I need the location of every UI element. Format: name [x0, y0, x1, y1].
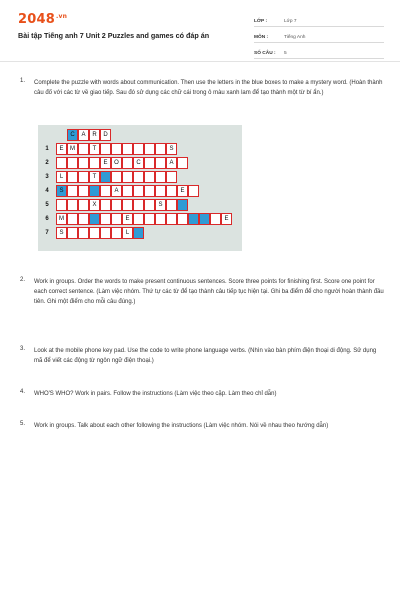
puzzle-row-number: 5 — [45, 202, 49, 208]
logo-main: 2048 — [18, 12, 55, 27]
puzzle-cell — [100, 171, 111, 183]
puzzle-cell — [89, 227, 100, 239]
puzzle-cell: S — [56, 227, 67, 239]
puzzle-cell — [89, 213, 100, 225]
puzzle-cell: L — [56, 171, 67, 183]
puzzle-cell — [177, 199, 188, 211]
puzzle-cell — [100, 199, 111, 211]
puzzle-cell — [133, 143, 144, 155]
puzzle-row-number: 6 — [45, 216, 49, 222]
question-4 — [18, 389, 384, 399]
meta-value: Lớp 7 — [284, 19, 297, 24]
puzzle-cell: D — [100, 129, 111, 141]
question-text: Look at the mobile phone key pad. Use the code to write phone language verbs. (Nhìn vào bàn phím điện thoại di động. Sử dụng mã để viết các động từ ngôn ngữ điện thoại.) — [34, 348, 377, 364]
puzzle-cell — [166, 171, 177, 183]
puzzle-cell — [155, 185, 166, 197]
puzzle-cell — [144, 143, 155, 155]
puzzle-cell: C — [67, 129, 78, 141]
puzzle-cell: O — [111, 157, 122, 169]
puzzle-cell — [67, 171, 78, 183]
puzzle-cell: T — [89, 143, 100, 155]
puzzle-cell: L — [122, 227, 133, 239]
puzzle-cell — [111, 143, 122, 155]
puzzle-cell: S — [166, 143, 177, 155]
puzzle-cell — [111, 213, 122, 225]
puzzle-cell — [155, 143, 166, 155]
puzzle-cell — [78, 143, 89, 155]
puzzle-cell — [210, 213, 221, 225]
crossword-puzzle-image — [38, 125, 242, 251]
puzzle-cell — [188, 213, 199, 225]
puzzle-cell — [144, 213, 155, 225]
puzzle-cell — [78, 227, 89, 239]
puzzle-cell — [67, 157, 78, 169]
puzzle-cell — [56, 199, 67, 211]
puzzle-cell — [78, 171, 89, 183]
puzzle-row-number: 3 — [45, 174, 49, 180]
document-meta — [254, 14, 384, 62]
puzzle-cell — [67, 185, 78, 197]
puzzle-cell — [100, 185, 111, 197]
puzzle-cell — [188, 185, 199, 197]
puzzle-cell — [133, 227, 144, 239]
puzzle-cell: E — [100, 157, 111, 169]
puzzle-cell — [122, 185, 133, 197]
puzzle-cell — [155, 171, 166, 183]
question-2 — [18, 277, 384, 307]
puzzle-cell — [177, 213, 188, 225]
puzzle-cell — [100, 143, 111, 155]
puzzle-row-number: 2 — [45, 160, 49, 166]
question-3 — [18, 346, 384, 366]
question-5 — [18, 421, 384, 431]
puzzle-cell — [166, 185, 177, 197]
puzzle-cell — [122, 171, 133, 183]
puzzle-cell — [133, 213, 144, 225]
meta-row-count — [254, 46, 384, 59]
puzzle-cell — [166, 199, 177, 211]
puzzle-cell — [78, 185, 89, 197]
puzzle-cell: M — [67, 143, 78, 155]
puzzle-cell: E — [177, 185, 188, 197]
puzzle-cell: S — [56, 185, 67, 197]
puzzle-cell — [78, 213, 89, 225]
puzzle-cell: E — [122, 213, 133, 225]
puzzle-cell — [199, 213, 210, 225]
puzzle-cell: E — [221, 213, 232, 225]
puzzle-cell — [89, 185, 100, 197]
puzzle-cell — [78, 157, 89, 169]
question-text: Complete the puzzle with words about communication. Then use the letters in the blue boxes to make a mystery word. (Hoàn thành câu đố với các từ về giao tiếp. Sau đó sử dụng các chữ cái trong ô màu xanh lam để tạo thành một từ bí ẩn.) — [34, 80, 383, 96]
puzzle-cell — [155, 157, 166, 169]
meta-key: SỐ CÂU : — [254, 51, 276, 56]
puzzle-cell — [133, 171, 144, 183]
puzzle-cell: E — [56, 143, 67, 155]
puzzle-cell: A — [78, 129, 89, 141]
question-text: Work in groups. Talk about each other following the instructions (Làm việc nhóm. Nói về nhau theo hướng dẫn) — [34, 423, 329, 429]
puzzle-cell — [100, 213, 111, 225]
page-header — [0, 0, 400, 62]
puzzle-cell: R — [89, 129, 100, 141]
question-number: 5. — [20, 421, 26, 427]
puzzle-cell — [122, 143, 133, 155]
puzzle-cell — [133, 185, 144, 197]
puzzle-cell: T — [89, 171, 100, 183]
puzzle-cell — [111, 199, 122, 211]
puzzle-cell: X — [89, 199, 100, 211]
question-number: 3. — [20, 346, 26, 352]
meta-key: MÔN : — [254, 35, 269, 40]
puzzle-cell — [67, 199, 78, 211]
puzzle-cell — [111, 227, 122, 239]
question-number: 2. — [20, 277, 26, 283]
puzzle-cell — [122, 157, 133, 169]
puzzle-cell — [177, 157, 188, 169]
puzzle-cell — [56, 129, 67, 141]
puzzle-cell — [67, 227, 78, 239]
document-title: Bài tập Tiếng anh 7 Unit 2 Puzzles and games có đáp án — [18, 31, 210, 40]
puzzle-cell: A — [166, 157, 177, 169]
puzzle-cell — [122, 199, 133, 211]
meta-key: LỚP : — [254, 19, 268, 24]
question-1 — [18, 78, 384, 98]
meta-row-class — [254, 14, 384, 27]
site-logo[interactable] — [18, 12, 67, 27]
puzzle-cell — [56, 157, 67, 169]
puzzle-cell — [89, 157, 100, 169]
puzzle-cell — [133, 199, 144, 211]
puzzle-cell: S — [155, 199, 166, 211]
puzzle-cell — [78, 199, 89, 211]
puzzle-cell — [144, 157, 155, 169]
puzzle-cell — [144, 199, 155, 211]
meta-value: 5 — [284, 51, 287, 56]
puzzle-cell — [111, 171, 122, 183]
logo-tld: .vn — [55, 12, 68, 20]
puzzle-row-number: 4 — [45, 188, 49, 194]
puzzle-cell — [144, 171, 155, 183]
puzzle-cell: M — [56, 213, 67, 225]
question-number: 4. — [20, 389, 26, 395]
question-text: WHO'S WHO? Work in pairs. Follow the instructions (Làm việc theo cặp. Làm theo chỉ dẫn) — [34, 391, 277, 397]
puzzle-row-number: 1 — [45, 146, 49, 152]
puzzle-cell: C — [133, 157, 144, 169]
puzzle-cell — [166, 213, 177, 225]
puzzle-cell — [155, 213, 166, 225]
question-number: 1. — [20, 78, 26, 84]
puzzle-row-number: 7 — [45, 230, 49, 236]
puzzle-cell — [67, 213, 78, 225]
puzzle-cell — [144, 185, 155, 197]
puzzle-cell: A — [111, 185, 122, 197]
meta-row-subject — [254, 30, 384, 43]
meta-value: Tiếng Anh — [284, 35, 306, 40]
question-text: Work in groups. Order the words to make present continuous sentences. Score three points for finishing first. Score one point for each correct sentence. (Làm việc nhóm. Thứ tự các từ để tạo thành câu tiếp tục hiện tại. Ghi ba điểm để cho người hoàn thành đầu tiên. Ghi một điểm cho mỗi câu đúng.) — [34, 279, 384, 305]
puzzle-cell — [100, 227, 111, 239]
